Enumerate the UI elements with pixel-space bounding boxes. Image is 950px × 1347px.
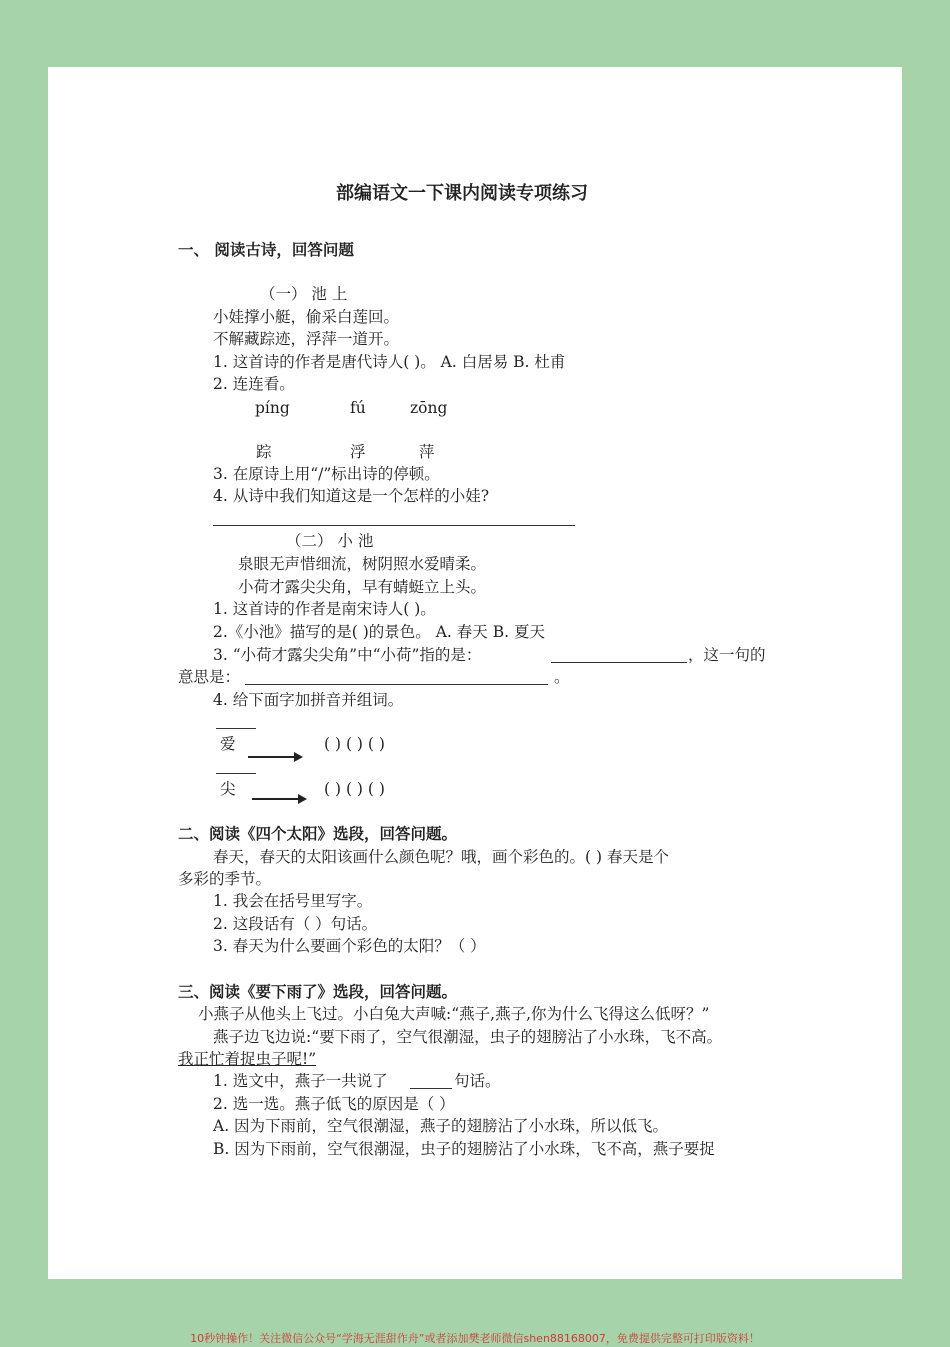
section-2-question-3: 3. 春天为什么要画个彩色的太阳？（ ） [213, 937, 486, 955]
char-ai: 爱 [220, 735, 236, 753]
poem-1-question-2: 2. 连连看。 [213, 375, 295, 393]
section-2-heading: 二、阅读《四个太阳》选段，回答问题。 [178, 824, 458, 843]
arrow-icon [248, 756, 301, 758]
section-3-question-2: 2. 选一选。燕子低飞的原因是（ ） [213, 1095, 455, 1113]
pinyin-3: zōng [410, 399, 448, 417]
poem-2-title: （二） 小 池 [286, 532, 374, 550]
poem-2-question-3: 3. “小荷才露尖尖角”中“小荷”指的是： [213, 646, 482, 664]
answer-line[interactable] [410, 1088, 452, 1089]
answer-line[interactable] [213, 525, 575, 526]
section-2-passage-1: 春天，春天的太阳该画什么颜色呢？哦，画个彩色的。( ) 春天是个 [213, 848, 669, 866]
char-jian: 尖 [220, 780, 236, 798]
answer-line[interactable] [551, 662, 687, 663]
pinyin-line[interactable] [216, 773, 256, 774]
poem-2-question-1: 1. 这首诗的作者是南宋诗人( )。 [213, 600, 436, 618]
section-3-passage-1: 小燕子从他头上飞过。小白兔大声喊:“燕子,燕子,你为什么飞得这么低呀？” [198, 1005, 710, 1023]
poem-1-question-4: 4. 从诗中我们知道这是一个怎样的小娃? [213, 487, 490, 505]
option-b[interactable]: B. 因为下雨前，空气很潮湿，虫子的翅膀沾了小水珠，飞不高，燕子要捉 [213, 1140, 715, 1158]
section-2-passage-2: 多彩的季节。 [178, 870, 272, 888]
section-3-passage-2: 燕子边飞边说:“要下雨了，空气很潮湿，虫子的翅膀沾了小水珠，飞不高。 [213, 1028, 723, 1046]
poem-2-question-3-tail: ，这一句的 [688, 646, 766, 664]
section-2-question-2: 2. 这段话有（ ）句话。 [213, 915, 378, 933]
footer-notice: 10秒钟操作！关注微信公众号“学海无涯甜作舟”或者添加樊老师微信shen88168007，免费提供完整可打印版资料！ [190, 1332, 760, 1345]
period: 。 [554, 668, 570, 686]
char-3: 萍 [419, 443, 435, 461]
poem-1-line-2: 不解藏踪迹，浮萍一道开。 [213, 330, 400, 348]
word-blanks[interactable]: ( ) ( ) ( ) [324, 780, 385, 798]
section-1-heading: 一、 阅读古诗，回答问题 [178, 240, 354, 259]
section-3-passage-3: 我正忙着捉虫子呢!” [178, 1050, 317, 1068]
pinyin-1: píng [255, 399, 290, 417]
word-blanks[interactable]: ( ) ( ) ( ) [324, 735, 385, 753]
answer-line[interactable] [245, 684, 548, 685]
page-title: 部编语文一下课内阅读专项练习 [336, 183, 588, 204]
poem-1-title: （一） 池 上 [260, 285, 348, 303]
poem-2-question-4: 4. 给下面字加拼音并组词。 [213, 691, 404, 709]
pinyin-2: fú [350, 399, 366, 417]
worksheet-page [48, 67, 902, 1279]
char-1: 踪 [256, 443, 272, 461]
poem-2-line-1: 泉眼无声惜细流，树阴照水爱晴柔。 [238, 555, 487, 573]
poem-2-question-3-meaning: 意思是： [178, 668, 241, 686]
poem-1-line-1: 小娃撑小艇，偷采白莲回。 [213, 308, 400, 326]
char-2: 浮 [350, 443, 366, 461]
poem-2-question-2: 2.《小池》描写的是( )的景色。 A. 春天 B. 夏天 [213, 623, 545, 641]
section-3-question-1-tail: 句话。 [454, 1072, 501, 1090]
arrow-icon [252, 798, 305, 800]
poem-1-question-1: 1. 这首诗的作者是唐代诗人( )。 A. 白居易 B. 杜甫 [213, 353, 566, 371]
option-a[interactable]: A. 因为下雨前，空气很潮湿，燕子的翅膀沾了小水珠，所以低飞。 [213, 1117, 669, 1135]
poem-1-question-3: 3. 在原诗上用“/”标出诗的停顿。 [213, 465, 440, 483]
section-2-question-1: 1. 我会在括号里写字。 [213, 892, 373, 910]
section-3-heading: 三、阅读《要下雨了》选段，回答问题。 [178, 982, 458, 1001]
section-3-question-1: 1. 选文中，燕子一共说了 [213, 1072, 388, 1090]
poem-2-line-2: 小荷才露尖尖角，早有蜻蜓立上头。 [238, 578, 487, 596]
pinyin-line[interactable] [216, 728, 256, 729]
